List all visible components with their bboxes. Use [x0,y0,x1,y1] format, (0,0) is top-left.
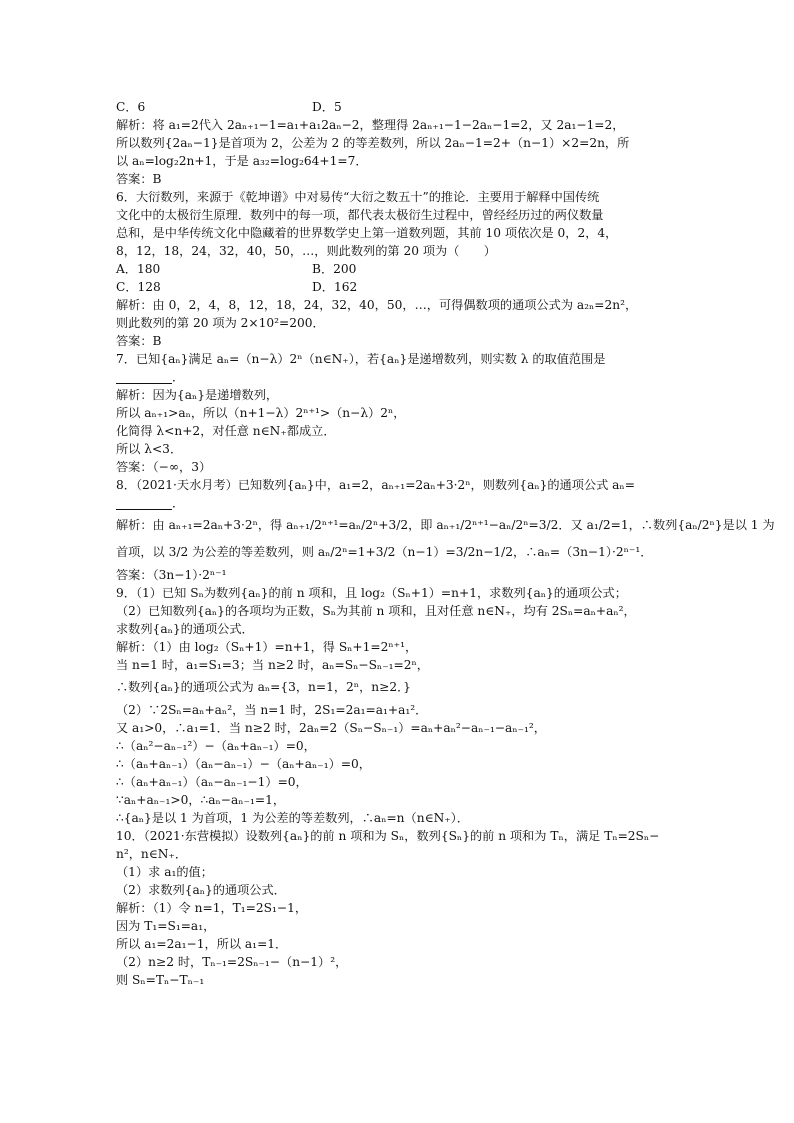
text-line: 解析：由 0，2，4，8，12，18，24，32，40，50，…，可得偶数项的通项公式为 a₂ₙ=2n²， [116,298,638,312]
text-line: 文化中的太极衍生原理．数列中的每一项，都代表太极衍生过程中，曾经经历过的两仪数量 [116,208,604,222]
fill-in-blank-line [116,494,686,512]
text-line: 所以 aₙ₊₁>aₙ，所以（n+1−λ）2ⁿ⁺¹>（n−λ）2ⁿ， [116,406,406,420]
answer-options-row [116,278,686,296]
answer-blank [116,497,172,510]
text-line: ． [172,370,185,384]
fill-in-blank-line [116,368,686,386]
text-line: 所以 a₁=2a₁−1，所以 a₁=1． [116,937,288,951]
answer-options-row [116,260,686,278]
text-line: ． [172,496,185,510]
text-line: 9．（1）已知 Sₙ为数列{aₙ}的前 n 项和，且 log₂（Sₙ+1）=n+1，求数列{aₙ}的通项公式； [116,586,627,600]
option-left: C．128 [116,280,161,294]
text-line: 答案：B [116,334,162,348]
option-left: C．6 [116,100,146,114]
text-line: n²，n∈N₊． [116,847,188,861]
text-line: （2）n≥2 时，Tₙ₋₁=2Sₙ₋₁−（n−1）²， [116,955,348,969]
text-line: 6．大衍数列，来源于《乾坤谱》中对易传“大衍之数五十”的推论．主要用于解释中国传统 [116,190,600,204]
answer-options-row [116,98,686,116]
text-line: （2）求数列{aₙ}的通项公式． [116,883,286,897]
text-line: 8．（2021·天水月考）已知数列{aₙ}中，a₁=2，aₙ₊₁=2aₙ+3·2ⁿ，则数列{aₙ}的通项公式 aₙ= [116,478,635,492]
text-line: 求数列{aₙ}的通项公式． [116,622,254,636]
text-line: 首项，以 3/2 为公差的等差数列，则 aₙ/2ⁿ=1+3/2（n−1）=3/2n−1/2，∴aₙ=（3n−1）·2ⁿ⁻¹． [116,545,653,559]
text-line: 总和，是中华传统文化中隐藏着的世界数学史上第一道数列题，其前 10 项依次是 0，2，4， [116,226,618,240]
option-right: D．162 [312,280,358,294]
text-line: ∴{aₙ}是以 1 为首项，1 为公差的等差数列，∴aₙ=n（n∈N₊）． [116,811,469,825]
text-line: ∴（aₙ+aₙ₋₁）（aₙ−aₙ₋₁−1）=0， [116,775,308,789]
text-line: （1）求 a₁的值； [116,865,213,879]
document-page [116,98,775,989]
text-line: ∵aₙ+aₙ₋₁>0，∴aₙ−aₙ₋₁=1， [116,793,286,807]
answer-blank [116,371,172,384]
text-line: 10．（2021·东营模拟）设数列{aₙ}的前 n 项和为 Sₙ，数列{Sₙ}的前 n 项和为 Tₙ，满足 Tₙ=2Sₙ− [116,829,660,843]
text-line: 答案：（3n−1）·2ⁿ⁻¹ [116,568,227,582]
text-line: 8，12，18，24，32，40，50，…，则此数列的第 20 项为（ ） [116,244,496,258]
text-line: 解析：（1）由 log₂（Sₙ+1）=n+1，得 Sₙ+1=2ⁿ⁺¹， [116,640,418,654]
text-line: 因为 T₁=S₁=a₁， [116,919,216,933]
text-line: 解析：将 a₁=2代入 2aₙ₊₁−1=a₁+a₁2aₙ−2，整理得 2aₙ₊₁−1−2aₙ−1=2，又 2a₁−1=2， [116,118,625,132]
text-line: 以 aₙ=log₂2n+1，于是 a₃₂=log₂64+1=7． [116,154,368,168]
text-line: （2）已知数列{aₙ}的各项均为正数，Sₙ为其前 n 项和，且对任意 n∈N₊，均有 2Sₙ=aₙ+aₙ²， [116,604,636,618]
text-line: 则 Sₙ=Tₙ−Tₙ₋₁ [116,973,205,987]
text-line: 当 n=1 时，a₁=S₁=3；当 n≥2 时，aₙ=Sₙ−Sₙ₋₁=2ⁿ， [116,658,429,672]
text-line: 所以数列{2aₙ−1}是首项为 2，公差为 2 的等差数列，所以 2aₙ−1=2+（n−1）×2=2n，所 [116,136,630,150]
option-right: B．200 [312,262,357,276]
text-line: ∴数列{aₙ}的通项公式为 aₙ={3，n=1，2ⁿ，n≥2．} [116,680,411,694]
text-line: 答案：（−∞，3） [116,460,212,474]
text-line: 7．已知{aₙ}满足 aₙ=（n−λ）2ⁿ（n∈N₊），若{aₙ}是递增数列，则实数 λ 的取值范围是 [116,352,606,366]
text-line: 答案：B [116,172,162,186]
text-line: （2）∵2Sₙ=aₙ+aₙ²，当 n=1 时，2S₁=2a₁=a₁+a₁²． [116,703,428,717]
text-line: 则此数列的第 20 项为 2×10²=200． [116,316,325,330]
text-line: 解析：由 aₙ₊₁=2aₙ+3·2ⁿ，得 aₙ₊₁/2ⁿ⁺¹=aₙ/2ⁿ+3/2，即 aₙ₊₁/2ⁿ⁺¹−aₙ/2ⁿ=3/2．又 a₁/2=1，∴数列{aₙ/2ⁿ}是以 1 为 [116,518,775,532]
text-line: 解析：因为{aₙ}是递增数列， [116,388,279,402]
option-left: A．180 [116,262,161,276]
option-right: D．5 [312,100,342,114]
text-line: 化简得 λ<n+2，对任意 n∈N₊都成立． [116,424,336,438]
text-line: 又 a₁>0，∴a₁=1．当 n≥2 时，2aₙ=2（Sₙ−Sₙ₋₁）=aₙ+aₙ²−aₙ₋₁−aₙ₋₁²， [116,721,546,735]
text-line: 所以 λ<3． [116,442,183,456]
text-line: ∴（aₙ+aₙ₋₁）（aₙ−aₙ₋₁）−（aₙ+aₙ₋₁）=0， [116,757,371,771]
text-line: ∴（aₙ²−aₙ₋₁²）−（aₙ+aₙ₋₁）=0， [116,739,316,753]
text-line: 解析：（1）令 n=1，T₁=2S₁−1， [116,901,308,915]
